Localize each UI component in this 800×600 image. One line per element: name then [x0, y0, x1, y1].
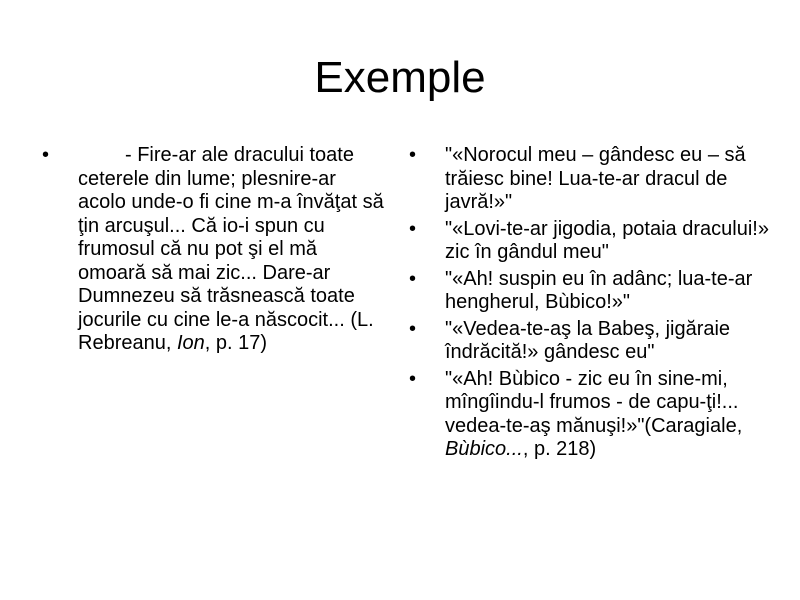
bullet-icon: • [409, 267, 417, 290]
quote-text: "«Norocul meu – gândesc eu – să trăiesc bine! Lua-te-ar dracul de javră!»" [445, 144, 746, 213]
right-bullet-item [409, 218, 769, 265]
right-bullet-item [409, 318, 769, 365]
bullet-icon: • [409, 367, 417, 390]
quote-text: "«Ah! suspin eu în adânc; lua-te-ar hengherul, Bùbico!»" [445, 267, 753, 313]
source-title: Bùbico... [445, 438, 523, 460]
right-column [409, 144, 769, 465]
source-page: , p. 218) [522, 438, 597, 460]
source-page: , p. 17) [204, 332, 268, 354]
left-bullet-list [42, 144, 387, 356]
right-bullet-list [409, 144, 769, 462]
bullet-icon: • [42, 144, 50, 166]
source-title: Ion [176, 332, 205, 354]
quote-text: "«Vedea-te-aş la Babeş, jigăraie îndrăcită!» gândesc eu" [445, 317, 731, 363]
right-bullet-item [409, 268, 769, 315]
quote-text: "«Ah! Bùbico - zic eu în sine-mi, mîngîindu-l frumos - de capu-ţi!... vedea-te-aş mănuşi!»"(Caragiale, [445, 367, 743, 437]
quote-text: - Fire-ar ale dracului toate ceterele din lume; plesnire-ar acolo unde-o fi cine m-a învăţat să ţin arcuşul... Că io-i spun cu frumosul că nu pot şi el mă omoară să mai zic... Dare-ar Dumnezeu să trăsnească toate jocurile cu cine le-a născocit... (L. Rebreanu, [78, 144, 384, 354]
left-bullet-item [42, 144, 387, 356]
quote-text: "«Lovi-te-ar jigodia, potaia dracului!» zic în gândul meu" [445, 217, 769, 263]
bullet-icon: • [409, 317, 417, 340]
right-bullet-item [409, 144, 769, 215]
bullet-icon: • [409, 144, 417, 166]
slide-title: Exemple [314, 53, 486, 102]
bullet-icon: • [409, 217, 417, 240]
left-column [42, 144, 387, 359]
right-bullet-item [409, 368, 769, 462]
